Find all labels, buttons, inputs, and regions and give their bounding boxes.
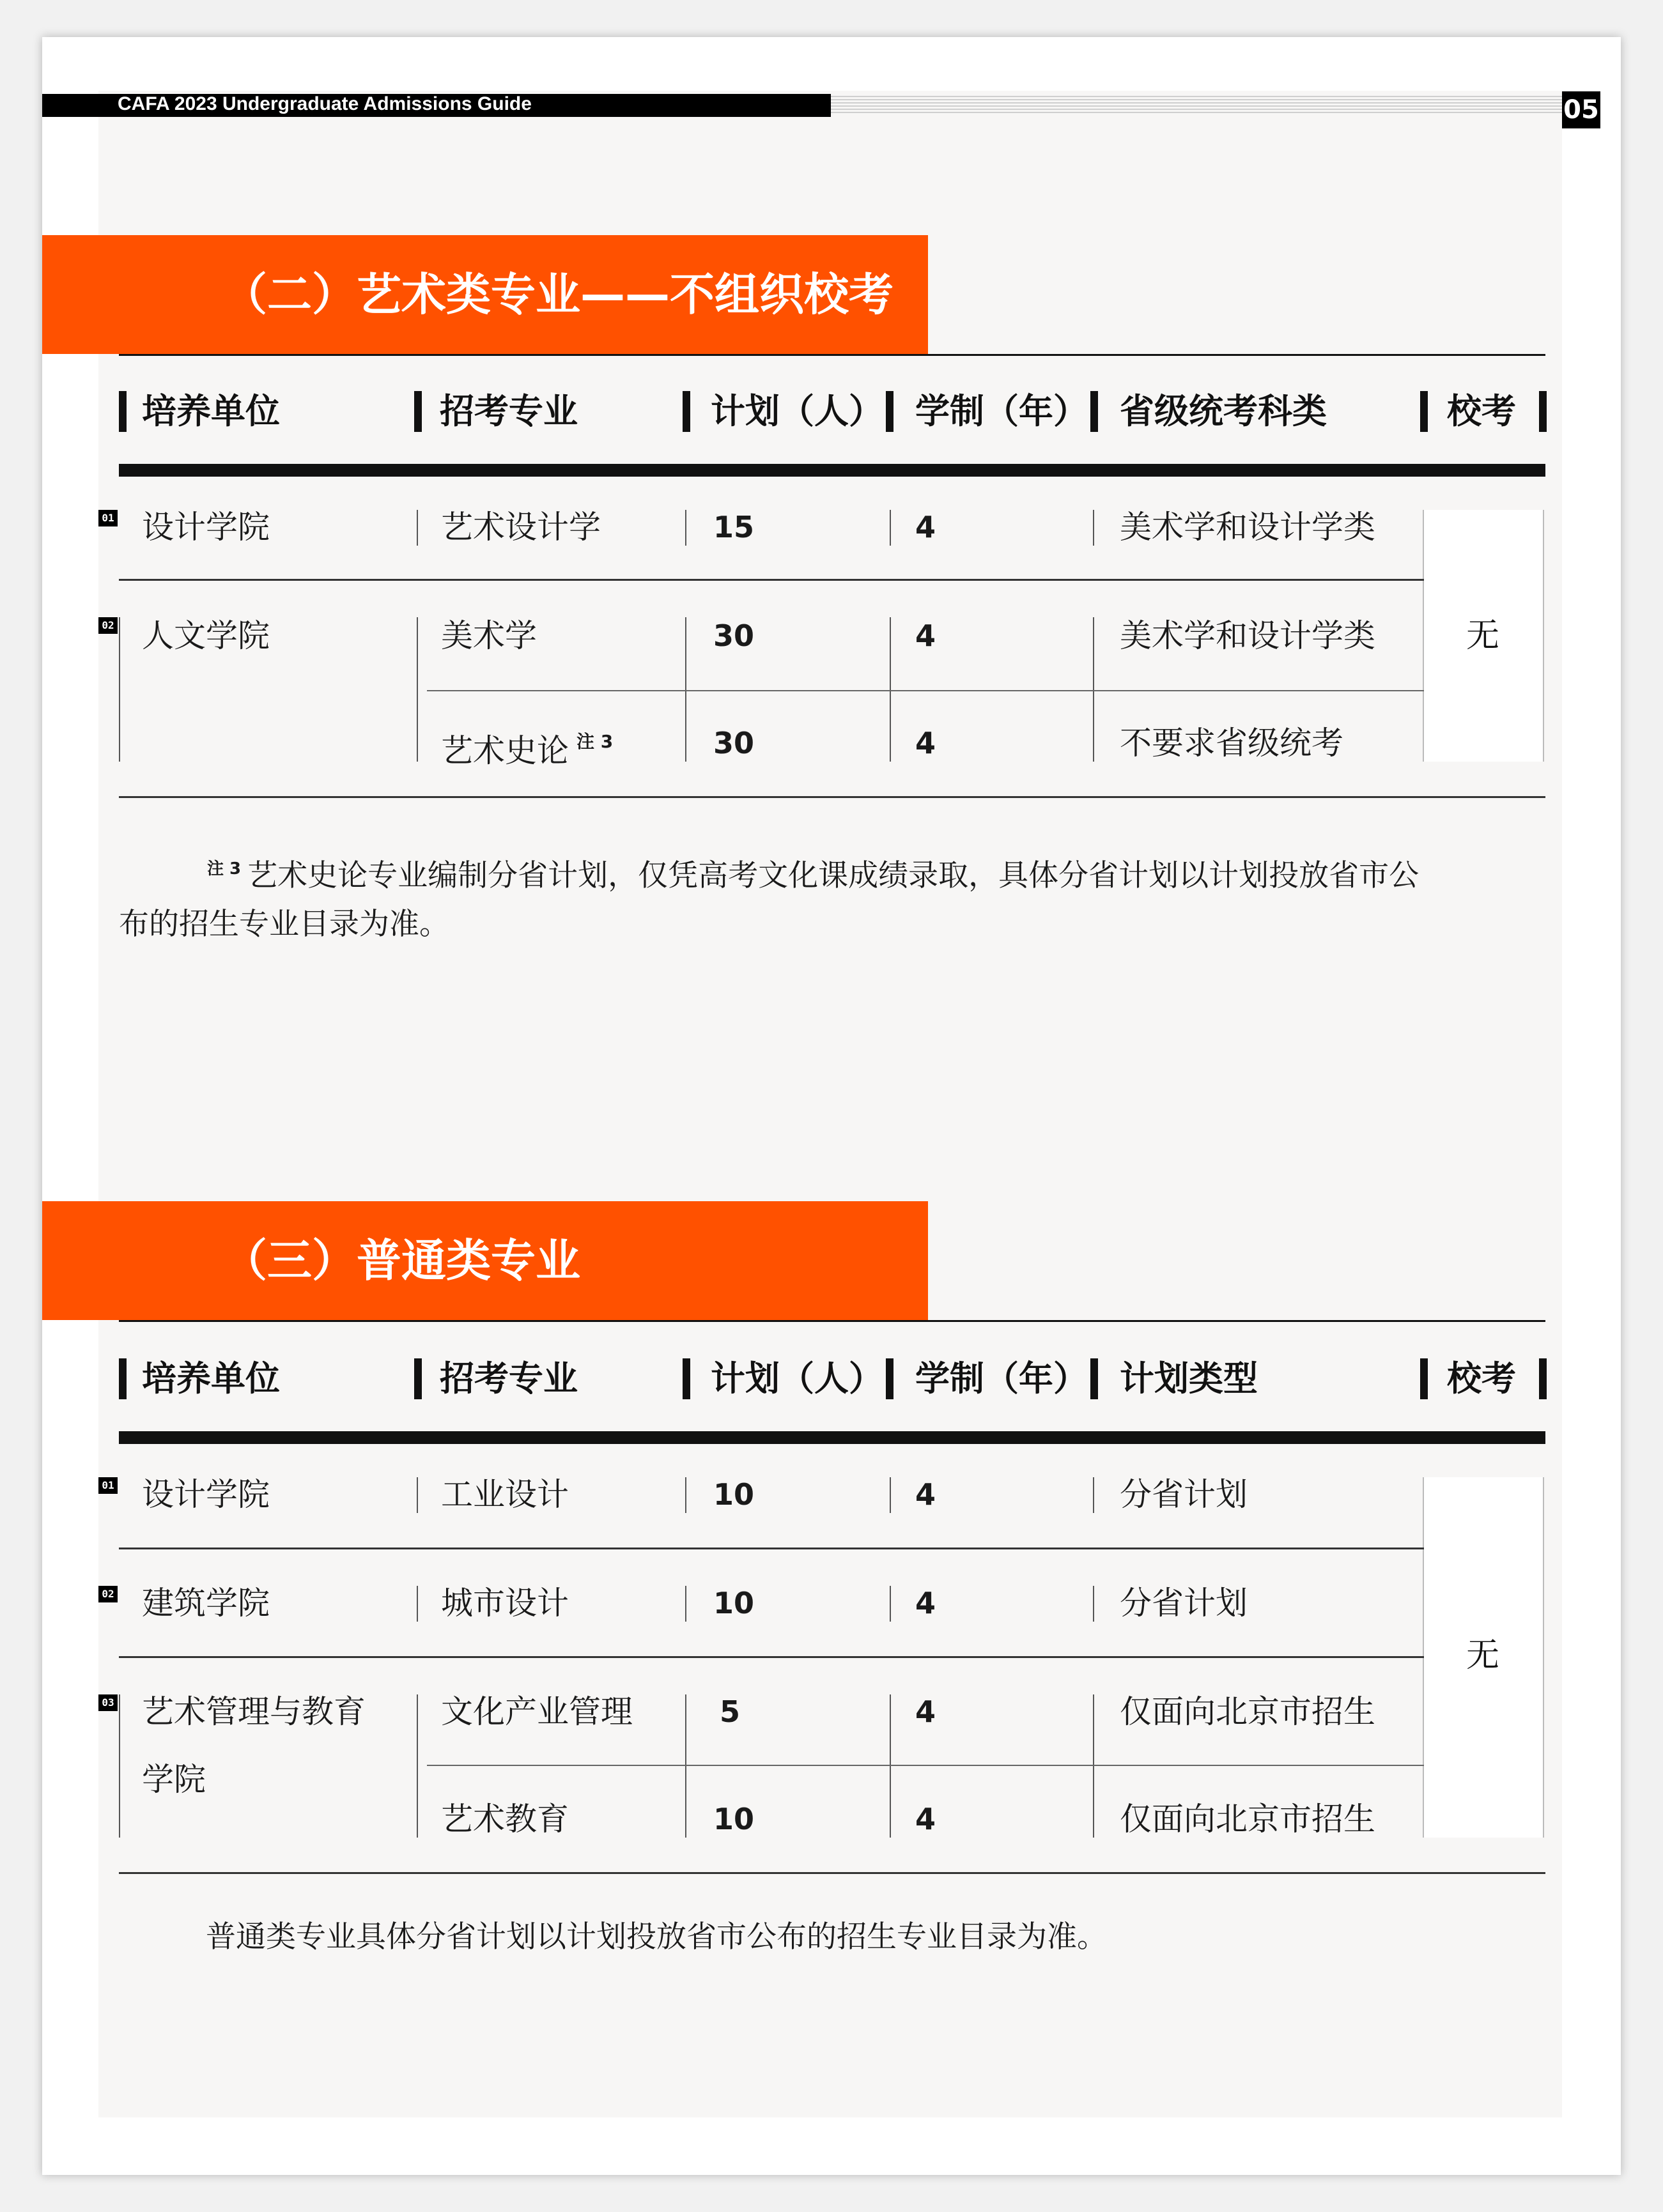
header-bar-marker (1420, 1358, 1428, 1399)
row-plan: 15 (713, 510, 755, 544)
col-header-unit: 培养单位 (142, 391, 280, 431)
row-unit-line2: 学院 (142, 1761, 206, 1798)
sub-row-separator (427, 1765, 1424, 1766)
section3-banner (42, 1201, 928, 1320)
column-divider (417, 617, 418, 762)
column-divider (890, 510, 891, 546)
header-bar-marker (886, 391, 893, 432)
column-divider (890, 1477, 891, 1513)
column-divider (685, 1694, 686, 1838)
column-divider (685, 1477, 686, 1513)
header-bar-marker (1539, 391, 1547, 432)
column-divider (890, 1694, 891, 1838)
section3-header-rule (119, 1431, 1545, 1444)
header-bar-marker (119, 1358, 127, 1399)
section2-footnote (119, 845, 1545, 949)
row-category: 不要求省级统考 (1120, 725, 1343, 762)
row-index: 02 (98, 617, 118, 634)
guide-title: CAFA 2023 Undergraduate Admissions Guide (118, 93, 532, 114)
row-plan: 30 (713, 618, 755, 653)
column-divider (685, 1586, 686, 1622)
col-header-major: 招考专业 (440, 1358, 578, 1399)
header-stripes (831, 96, 1562, 115)
footnote-marker: 注 3 (576, 731, 614, 752)
section2-header-rule (119, 464, 1545, 477)
column-divider (890, 617, 891, 762)
column-divider (890, 1586, 891, 1622)
row-years: 4 (915, 1802, 936, 1836)
row-unit: 建筑学院 (142, 1585, 270, 1622)
header-bar-marker (1090, 1358, 1098, 1399)
header-bar-marker (886, 1358, 893, 1399)
footnote-marker: 注 3 (207, 859, 242, 879)
row-unit: 艺术管理与教育 (142, 1693, 366, 1730)
row-plan-type: 仅面向北京市招生 (1120, 1801, 1375, 1838)
school-exam-value: 无 (1466, 1636, 1500, 1675)
section3-title: （三）普通类专业 (222, 1234, 580, 1287)
column-divider (1093, 1694, 1094, 1838)
footnote-line: 艺术史论专业编制分省计划，仅凭高考文化课成绩录取，具体分省计划以计划投放省市公 (247, 858, 1419, 893)
row-unit: 设计学院 (142, 509, 270, 546)
row-unit: 人文学院 (142, 617, 270, 654)
column-divider (685, 617, 686, 762)
row-major: 艺术教育 (441, 1801, 569, 1838)
row-years: 4 (915, 1477, 936, 1512)
row-major: 城市设计 (441, 1585, 569, 1622)
row-plan: 10 (713, 1802, 755, 1836)
sub-row-separator (427, 690, 1424, 691)
header-bar-marker (119, 391, 127, 432)
column-divider (685, 510, 686, 546)
section2-banner (42, 235, 928, 354)
row-years: 4 (915, 1586, 936, 1620)
row-category: 美术学和设计学类 (1120, 617, 1375, 654)
row-plan: 5 (720, 1694, 741, 1729)
row-plan: 10 (713, 1586, 755, 1620)
row-major: 艺术设计学 (441, 509, 601, 546)
row-years: 4 (915, 618, 936, 653)
row-index: 01 (98, 510, 118, 526)
col-header-school-exam: 校考 (1447, 1358, 1516, 1399)
header-bar-marker (1090, 391, 1098, 432)
section3-top-rule (119, 1320, 1545, 1322)
row-years: 4 (915, 726, 936, 760)
section3-note: 普通类专业具体分省计划以计划投放省市公布的招生专业目录为准。 (206, 1919, 1107, 1955)
row-plan-type: 分省计划 (1120, 1585, 1248, 1622)
section2-title: （二）艺术类专业——不组织校考 (222, 268, 893, 321)
row-separator (119, 579, 1424, 581)
footnote-line: 布的招生专业目录为准。 (119, 907, 449, 942)
section2-bottom-rule (119, 796, 1545, 798)
header-bar-marker (414, 1358, 422, 1399)
col-header-plan: 计划（人） (711, 391, 883, 431)
row-separator (119, 1656, 1424, 1658)
school-exam-value: 无 (1466, 617, 1500, 655)
col-header-years: 学制（年） (915, 391, 1088, 431)
col-header-plan-type: 计划类型 (1120, 1358, 1258, 1399)
column-divider (1093, 617, 1094, 762)
column-divider (1093, 510, 1094, 546)
column-divider (417, 510, 418, 546)
col-header-category: 省级统考科类 (1120, 391, 1327, 431)
col-header-unit: 培养单位 (142, 1358, 280, 1399)
row-left-border (119, 617, 120, 762)
page-number: 05 (1562, 91, 1600, 128)
column-divider (1093, 1586, 1094, 1622)
row-plan-type: 仅面向北京市招生 (1120, 1693, 1375, 1730)
row-major: 工业设计 (441, 1476, 569, 1513)
row-years: 4 (915, 510, 936, 544)
row-plan: 30 (713, 726, 755, 760)
section2-top-rule (119, 354, 1545, 356)
row-plan: 10 (713, 1477, 755, 1512)
header-bar-marker (683, 1358, 690, 1399)
row-left-border (119, 1694, 120, 1838)
row-index: 03 (98, 1694, 118, 1711)
col-header-major: 招考专业 (440, 391, 578, 431)
row-years: 4 (915, 1694, 936, 1729)
row-major: 文化产业管理 (441, 1693, 633, 1730)
header-bar-marker (1539, 1358, 1547, 1399)
row-index: 01 (98, 1477, 118, 1494)
column-divider (417, 1477, 418, 1513)
row-major: 艺术史论 $^{注 3}$ (441, 731, 614, 769)
column-divider (417, 1586, 418, 1622)
row-category: 美术学和设计学类 (1120, 509, 1375, 546)
row-plan-type: 分省计划 (1120, 1476, 1248, 1513)
col-header-school-exam: 校考 (1447, 391, 1516, 431)
col-header-years: 学制（年） (915, 1358, 1088, 1399)
header-bar-marker (683, 391, 690, 432)
header-bar-marker (414, 391, 422, 432)
row-unit: 设计学院 (142, 1476, 270, 1513)
row-major: 美术学 (441, 617, 537, 654)
column-divider (1093, 1477, 1094, 1513)
col-header-plan: 计划（人） (711, 1358, 883, 1399)
row-separator (119, 1548, 1424, 1549)
row-index: 02 (98, 1586, 118, 1602)
header-bar-marker (1420, 391, 1428, 432)
column-divider (417, 1694, 418, 1838)
section3-bottom-rule (119, 1872, 1545, 1874)
